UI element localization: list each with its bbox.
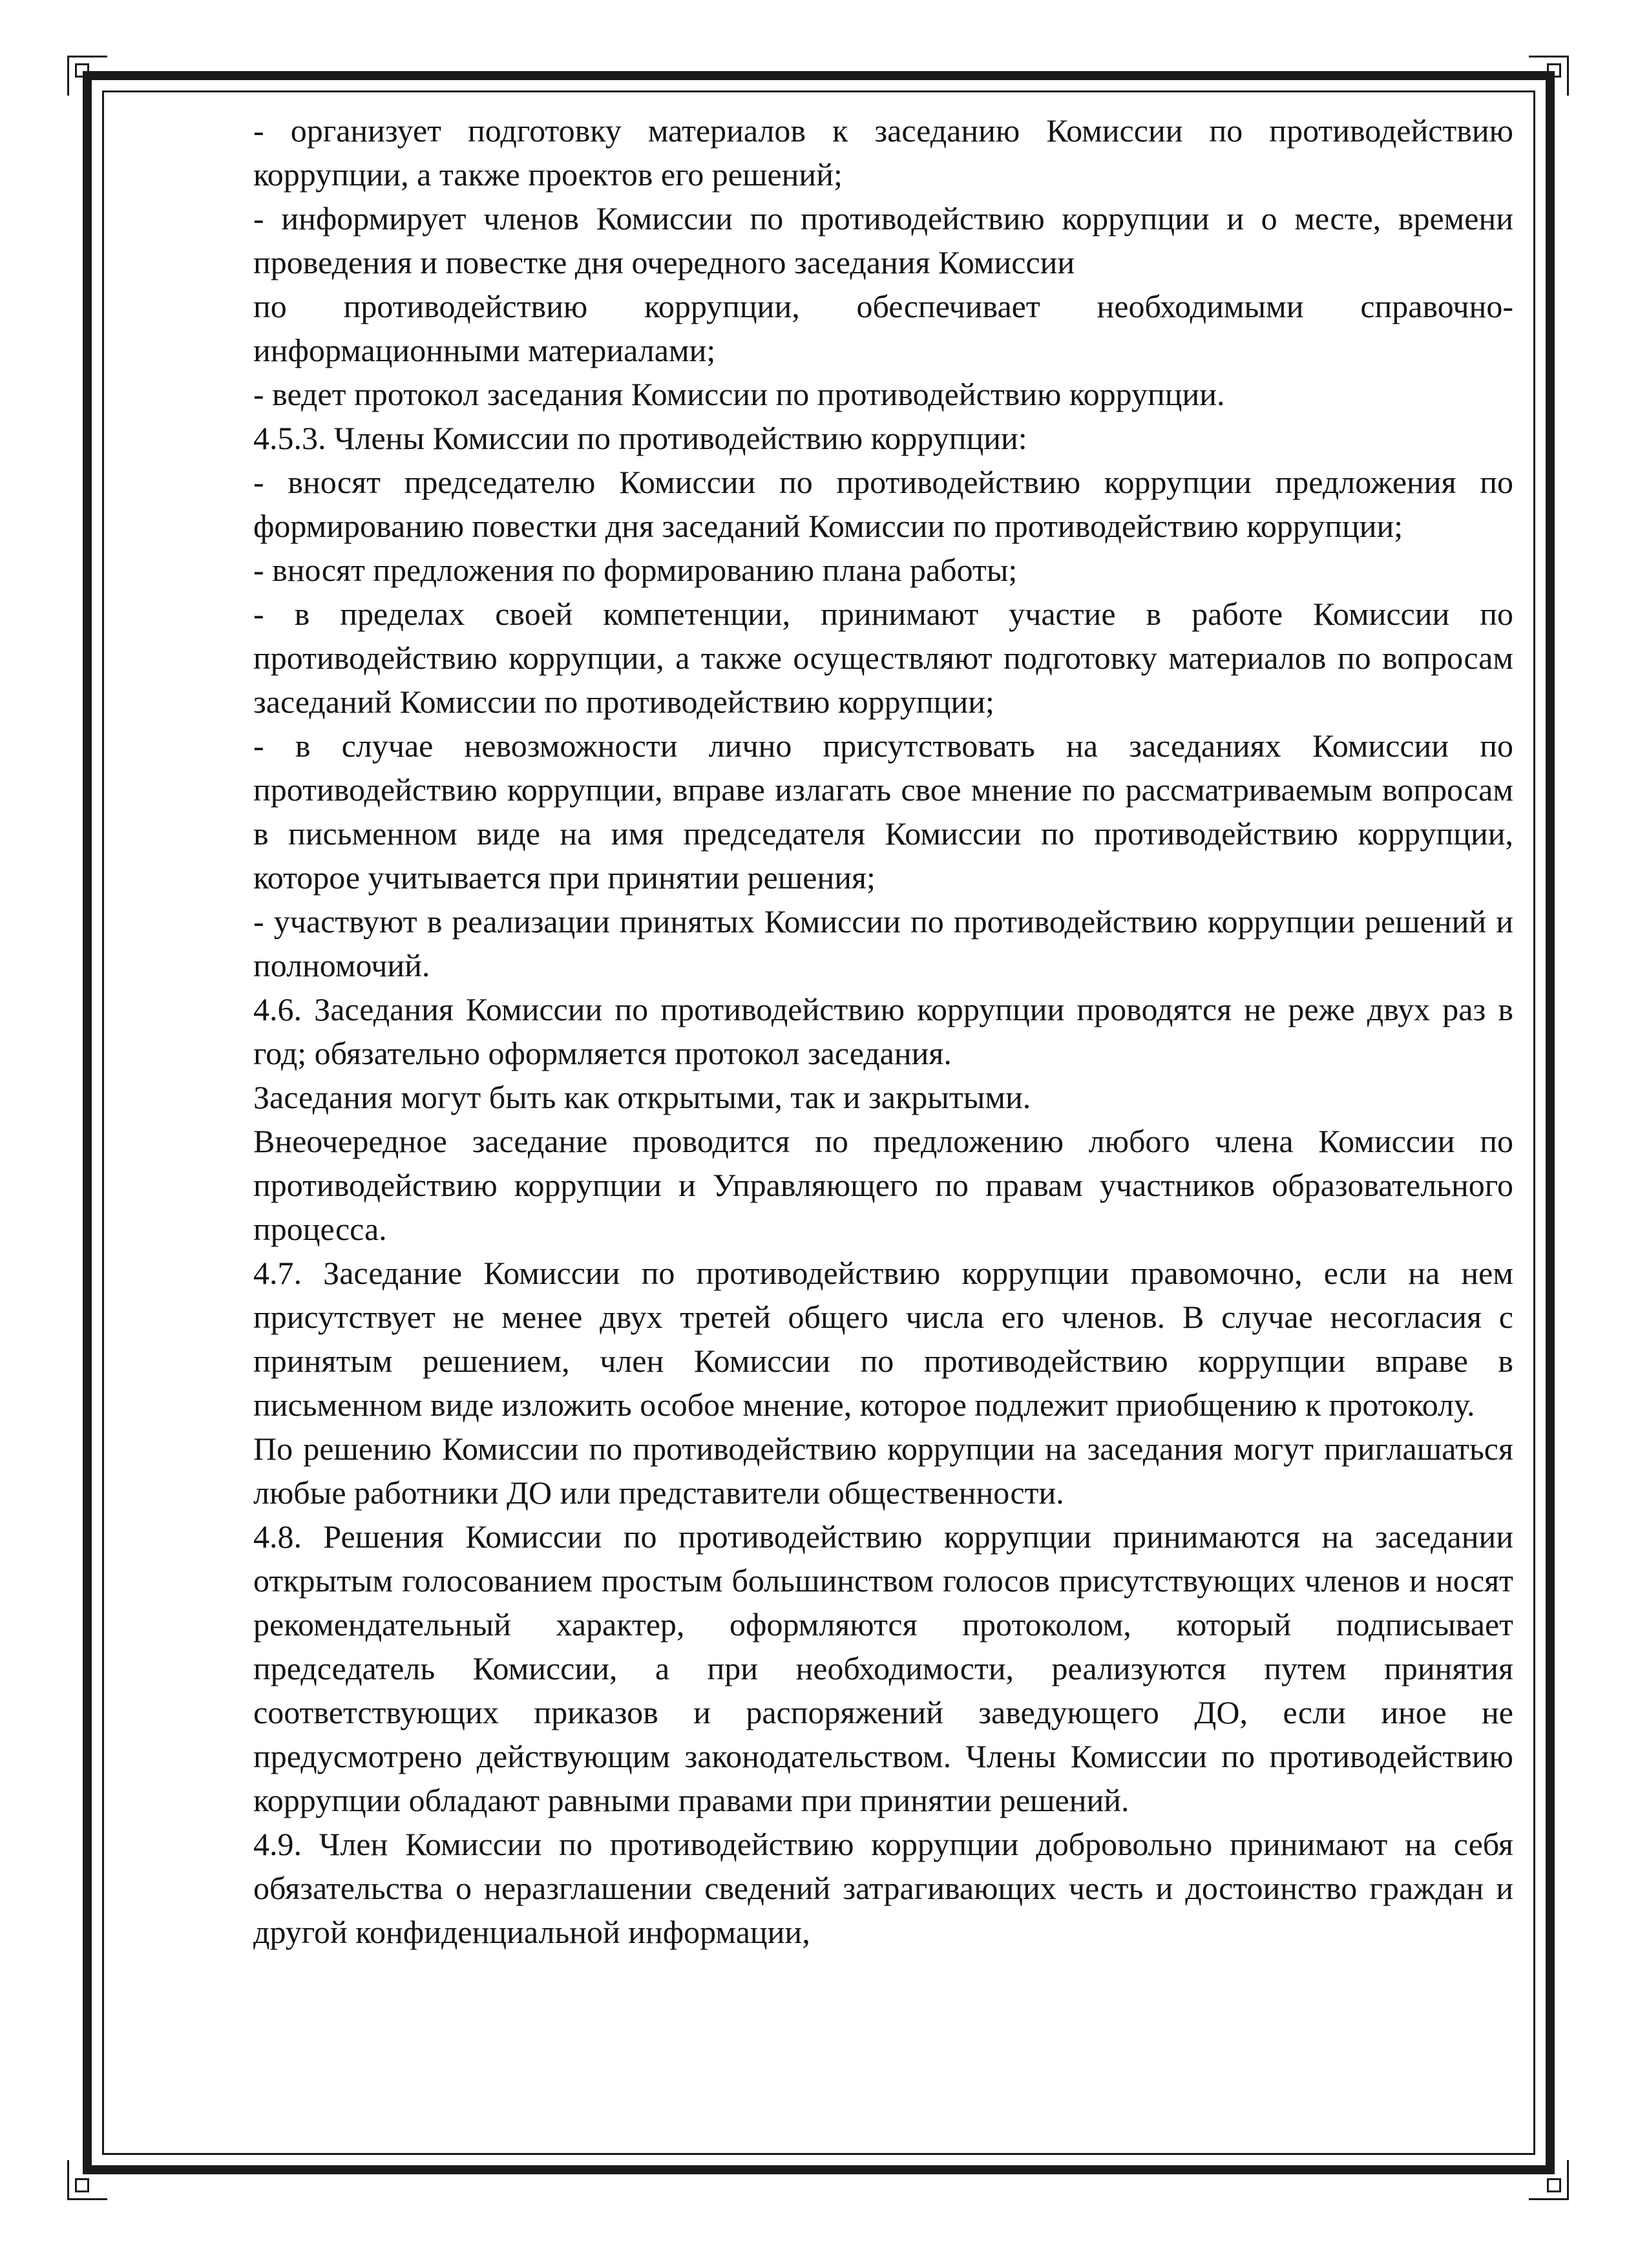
paragraph-section-4-6: 4.6. Заседания Комиссии по противодействию коррупции проводятся не реже двух раз в год; обязательно оформляется протокол заседания. [253,991,1513,1071]
border-corner-square [1547,2178,1561,2192]
paragraph-organizes-materials: - организует подготовку материалов к заседанию Комиссии по противодействию коррупции, а также проектов его решений; [253,112,1513,193]
paragraph-keeps-protocol: - ведет протокол заседания Комиссии по противодействию коррупции. [253,376,1225,412]
border-corner-square [75,63,89,78]
paragraph-participate: - участвуют в реализации принятых Комиссии по противодействию коррупции решений и полномочий. [253,903,1513,983]
paragraph-section-4-8: 4.8. Решения Комиссии по противодействию коррупции принимаются на заседании открытым голосованием простым большинством голосов присутствующих членов и носят рекомендательный характер, оформляются протоколом, который подписывает председатель Комиссии, а при необходимости, реализуются путем принятия соответствующих приказов и распоряжений заведующего ДО, если иное не предусмотрено действующим законодательством. Члены Комиссии по противодействию коррупции обладают равными правами при принятии решений. [253,1518,1513,1818]
paragraph-section-4-7: 4.7. Заседание Комиссии по противодействию коррупции правомочно, если на нем присутствует не менее двух третей общего числа его членов. В случае несогласия с принятым решением, член Комиссии по противодействию коррупции вправе в письменном виде изложить особое мнение, которое подлежит приобщению к протоколу. [253,1255,1513,1423]
paragraph-written-opinion: - в случае невозможности лично присутствовать на заседаниях Комиссии по противодействию коррупции, вправе излагать свое мнение по рассматриваемым вопросам в письменном виде на имя председателя Комиссии по противодействию коррупции, которое учитывается при принятии решения; [253,728,1513,896]
paragraph-invited-guests: По решению Комиссии по противодействию коррупции на заседания могут приглашаться любые работники ДО или представители общественности. [253,1431,1513,1511]
paragraph-provides-materials: по противодействию коррупции, обеспечивает необходимыми справочно-информационными материалами; [253,288,1513,368]
paragraph-work-plan-proposals: - вносят предложения по формированию плана работы; [253,552,1018,588]
paragraph-competence: - в пределах своей компетенции, принимают участие в работе Комиссии по противодействию коррупции, а также осуществляют подготовку материалов по вопросам заседаний Комиссии по противодействию коррупции; [253,596,1513,720]
paragraph-extraordinary-meeting: Внеочередное заседание проводится по предложению любого члена Комиссии по противодействию коррупции и Управляющего по правам участников образовательного процесса. [253,1123,1513,1247]
border-corner-square [1547,63,1561,78]
paragraph-open-closed: Заседания могут быть как открытыми, так и закрытыми. [253,1079,1031,1115]
paragraph-agenda-proposals: - вносят председателю Комиссии по противодействию коррупции предложения по формированию повестки дня заседаний Комиссии по противодействию коррупции; [253,464,1513,544]
document-body [253,109,1513,1954]
paragraph-section-4-5-3: 4.5.3. Члены Комиссии по противодействию коррупции: [253,420,1027,456]
paragraph-informs-members: - информирует членов Комиссии по противодействию коррупции и о месте, времени проведения и повестке дня очередного заседания Комиссии [253,200,1513,280]
paragraph-section-4-9: 4.9. Член Комиссии по противодействию коррупции добровольно принимают на себя обязательства о неразглашении сведений затрагивающих честь и достоинство граждан и другой конфиденциальной информации, [253,1826,1513,1950]
border-corner-square [75,2178,89,2192]
